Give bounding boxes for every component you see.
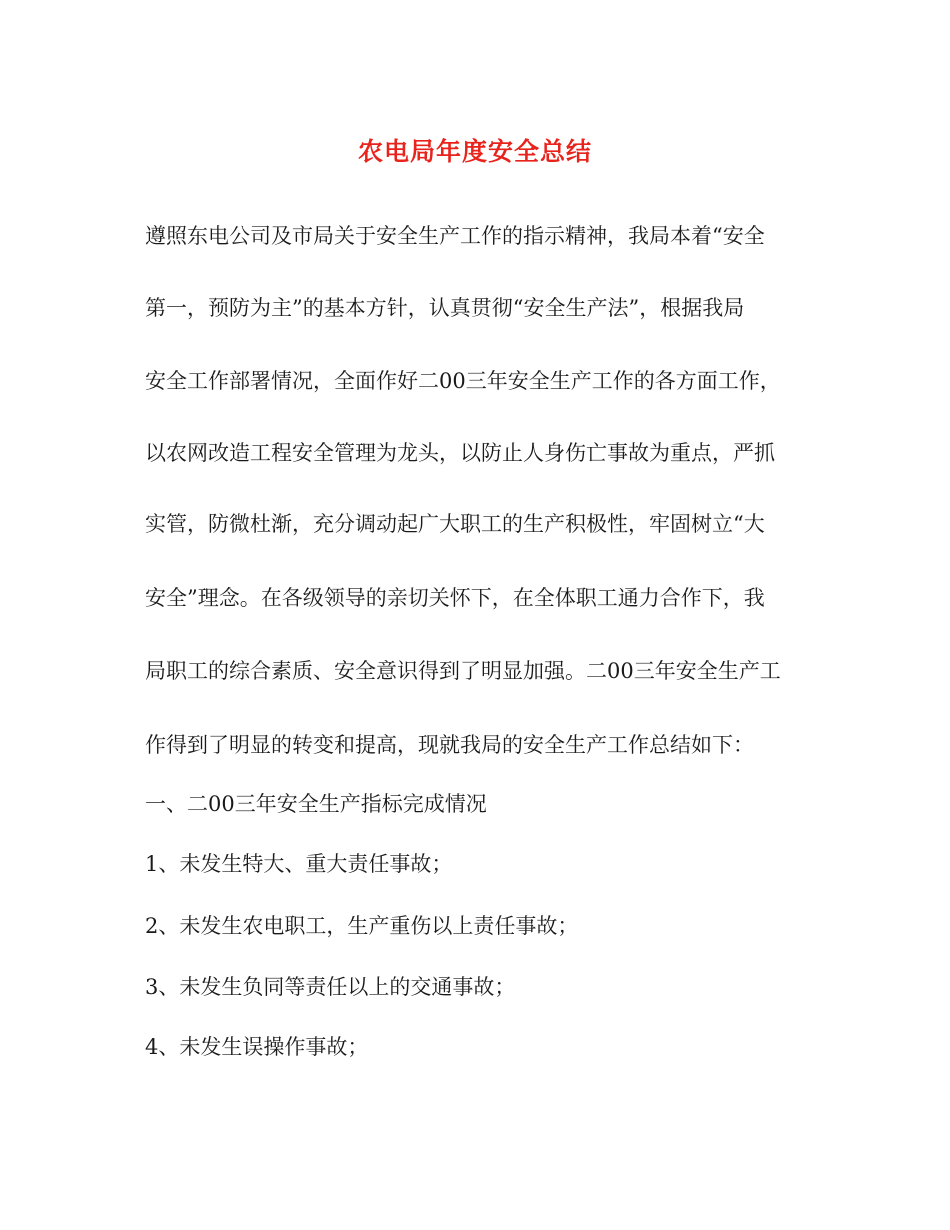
paragraph-line: 以农网改造工程安全管理为龙头，以防止人身伤亡事故为重点，严抓	[145, 441, 775, 465]
document-title: 农电局年度安全总结	[357, 137, 592, 166]
paragraph-line: 局职工的综合素质、安全意识得到了明显加强。二00三年安全生产工	[145, 659, 781, 683]
section-heading: 一、二00三年安全生产指标完成情况	[145, 792, 487, 816]
list-item: 3、未发生负同等责任以上的交通事故；	[145, 975, 516, 999]
paragraph-line: 安全工作部署情况，全面作好二00三年安全生产工作的各方面工作，	[145, 369, 781, 393]
list-item: 2、未发生农电职工，生产重伤以上责任事故；	[145, 914, 579, 938]
list-item: 1、未发生特大、重大责任事故；	[145, 852, 453, 876]
paragraph-line: 实管，防微杜渐，充分调动起广大职工的生产积极性，牢固树立“大	[145, 512, 765, 536]
paragraph-line: 遵照东电公司及市局关于安全生产工作的指示精神，我局本着“安全	[145, 224, 765, 248]
paragraph-line: 第一，预防为主”的基本方针，认真贯彻“安全生产法”，根据我局	[145, 296, 745, 320]
paragraph-line: 作得到了明显的转变和提高，现就我局的安全生产工作总结如下：	[145, 733, 754, 757]
list-item: 4、未发生误操作事故；	[145, 1035, 369, 1059]
paragraph-line: 安全”理念。在各级领导的亲切关怀下，在全体职工通力合作下，我	[145, 586, 765, 610]
